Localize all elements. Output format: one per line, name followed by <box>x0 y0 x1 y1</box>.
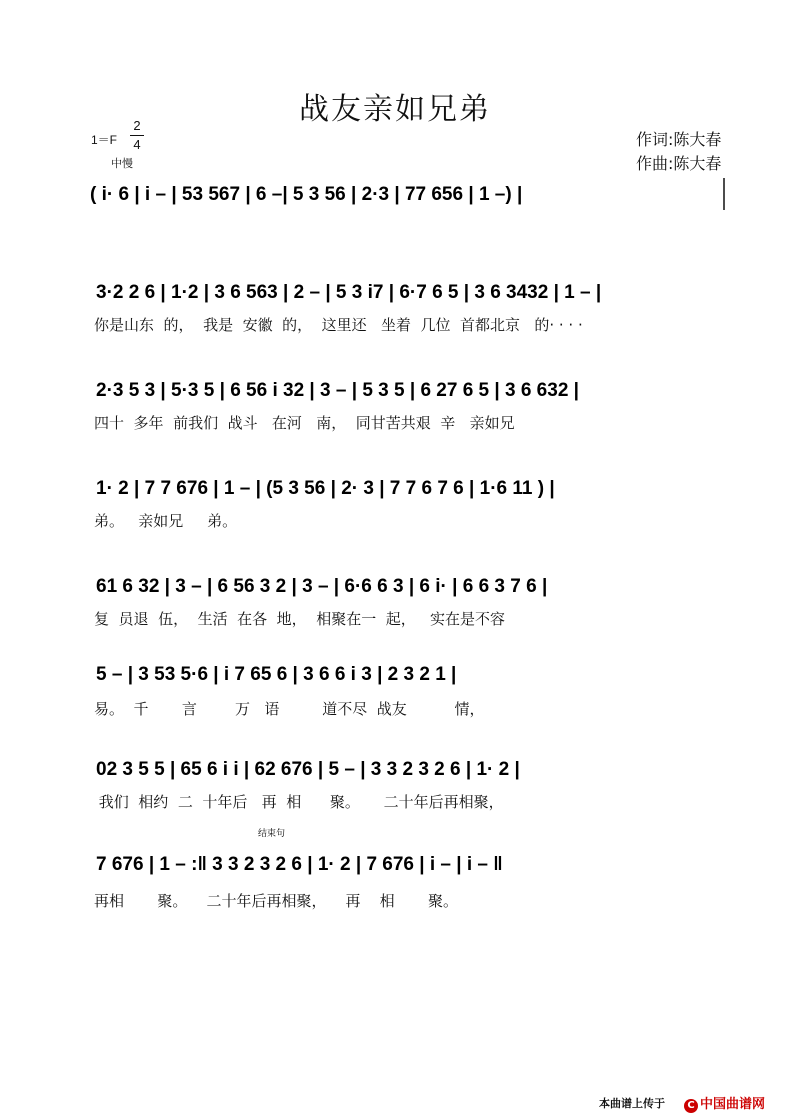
notation-text: ( i· 6 | i – | 53 567 | 6 –| 5 3 56 | 2·3 | 77 656 | 1 –) | <box>90 184 523 205</box>
lyric-line: 我们 相约 二 十年后 再 相 聚。 二十年后再相聚， <box>94 793 504 811</box>
site-name: 中国曲谱网 <box>700 1097 766 1112</box>
time-signature <box>130 118 144 153</box>
score-row-6 <box>0 662 790 722</box>
key-signature: 1＝F <box>91 133 118 147</box>
score-row-8 <box>0 828 790 910</box>
lyric-line: 四十 多年 前我们 战斗 在河 南， 同甘苦共艰 辛 亲如兄 <box>94 414 515 432</box>
notation-text: 5 – | 3 53 5·6 | i 7 65 6 | 3 6 6 i 3 | 2 3 2 1 | <box>96 664 457 685</box>
end-phrase-label: 结束句 <box>258 828 286 838</box>
notation-text: 1· 2 | 7 7 676 | 1 – | (5 3 56 | 2· 3 | 7 7 6 7 6 | 1·6 11 ) | <box>96 478 555 499</box>
time-signature-bar <box>130 135 144 136</box>
upload-note: 本曲谱上传于 <box>599 1097 665 1110</box>
score-row-7 <box>0 757 790 817</box>
site-logo <box>684 1093 765 1113</box>
score-row-3 <box>0 368 790 432</box>
lyric-line: 易。 千 言 万 语 道不尽 战友 情， <box>94 700 485 718</box>
score-row-2 <box>0 270 790 334</box>
score-row-1 <box>0 172 790 232</box>
time-signature-bottom: 4 <box>133 137 141 152</box>
tempo-marking: 中慢 <box>111 157 133 170</box>
lyric-line: 复 员退 伍， 生活 在各 地， 相聚在一 起， 实在是不容 <box>94 610 506 628</box>
notation-text: 2·3 5 3 | 5·3 5 | 6 56 i 32 | 3 – | 5 3 5 | 6 27 6 5 | 3 6 632 | <box>96 380 579 401</box>
lyricist-credit: 作词:陈大春 <box>636 130 722 149</box>
notation-text: 61 6 32 | 3 – | 6 56 3 2 | 3 – | 6·6 6 3 | 6 i· | 6 6 3 7 6 | <box>96 576 548 597</box>
notation-text: 7 676 | 1 – :‖ 3 3 2 3 2 6 | 1· 2 | 7 676 | i – | i – ‖ <box>96 854 503 875</box>
song-title: 战友亲如兄弟 <box>299 92 491 127</box>
score-row-5 <box>0 564 790 628</box>
lyric-line: 再相 聚。 二十年后再相聚， 再 相 聚。 <box>94 892 458 910</box>
lyric-line: 你是山东 的， 我是 安徽 的， 这里还 坐着 几位 首都北京 的· · · · <box>94 316 583 334</box>
score-row-4 <box>0 466 790 530</box>
notation-line <box>0 172 790 232</box>
composer-credit: 作曲:陈大春 <box>636 154 722 173</box>
notation-text: 3·2 2 6 | 1·2 | 3 6 563 | 2 – | 5 3 i7 | 6·7 6 5 | 3 6 3432 | 1 – | <box>96 282 602 303</box>
lyric-line: 弟。 亲如兄 弟。 <box>94 512 238 530</box>
notation-text: 02 3 5 5 | 65 6 i i | 62 676 | 5 – | 3 3 2 3 2 6 | 1· 2 | <box>96 759 520 780</box>
site-logo-icon: C <box>684 1099 698 1113</box>
time-signature-top: 2 <box>133 118 141 133</box>
